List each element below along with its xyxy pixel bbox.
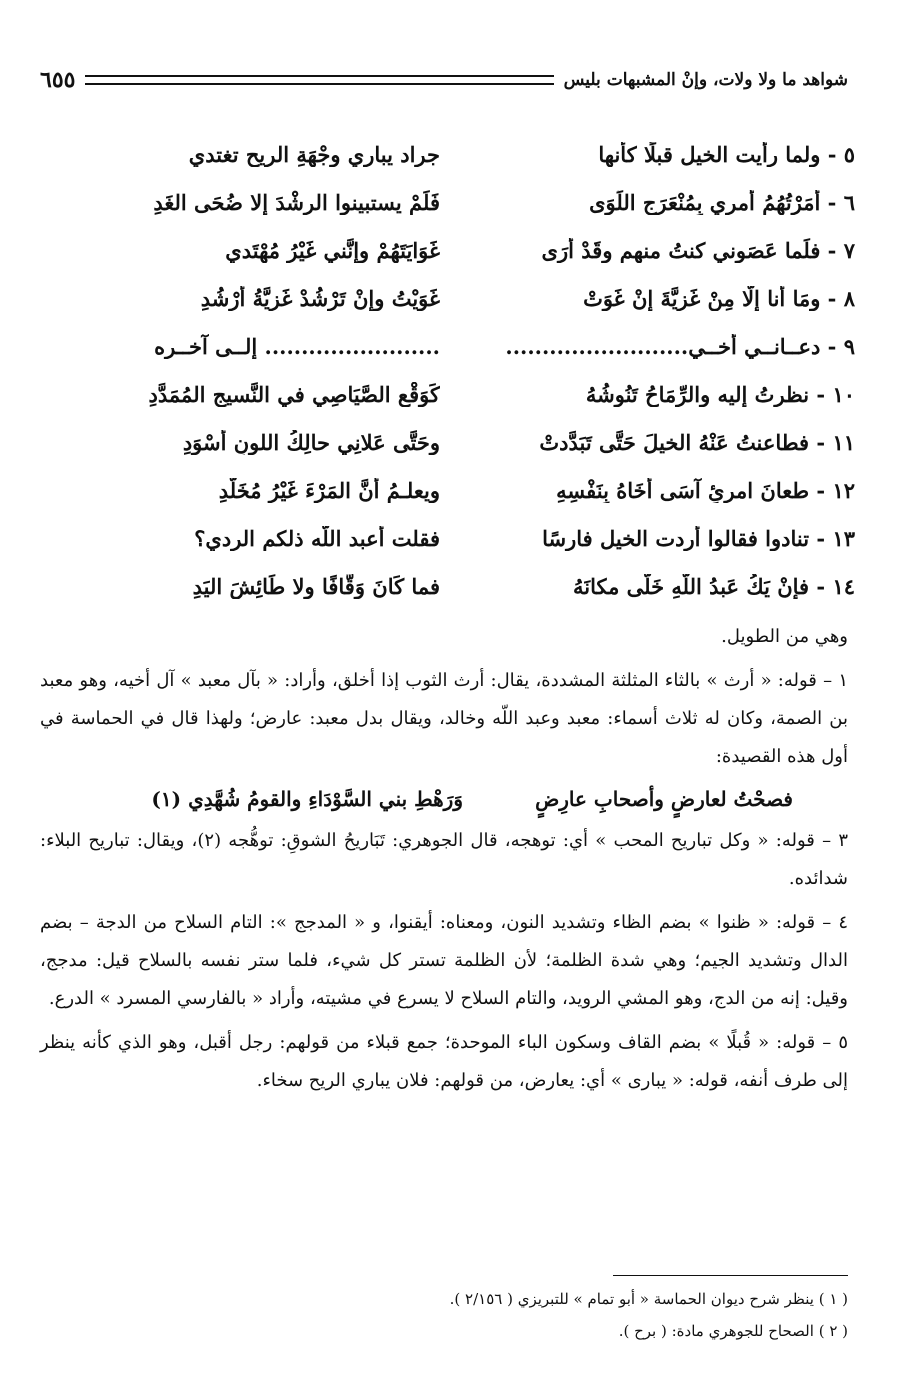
verse-line [40, 514, 855, 562]
meter-note: وهي من الطويل. [721, 626, 848, 647]
verse-second-hemistich: فَلَمْ يستبينوا الرشْدَ إلا ضُحَى الغَدِ [153, 189, 440, 215]
verse-second-hemistich: ........................ إلــى آخــره [154, 333, 440, 359]
running-title: شواهد ما ولا ولات، وإنْ المشبهات بليس [563, 70, 848, 90]
verse-second-hemistich: غَوَايَتَهُمْ وإنَّني غَيْرُ مُهْتَدي [225, 237, 440, 263]
footnote: ( ١ ) ينظر شرح ديوان الحماسة « أبو تمام » للتبريزي ( ٢/١٥٦ ). [449, 1290, 848, 1308]
verse-second-hemistich: جراد يباري وِجْهَةِ الريح تغتدي [188, 141, 440, 167]
footnote: ( ٢ ) الصحاح للجوهري مادة: ( برح ). [618, 1322, 848, 1340]
verse-first-hemistich: ١٠ - نظرتُ إليه والرِّمَاحُ تَنُوشُهُ [585, 381, 855, 407]
quoted-verse [40, 776, 848, 822]
footnotes [88, 1283, 848, 1347]
verse-line [40, 322, 855, 370]
verse-second-hemistich: غَوَيْتُ وإنْ تَرْشُدْ غَزِيَّةُ أَرْشُدِ [200, 285, 440, 311]
verse-line [40, 418, 855, 466]
verse-line [40, 130, 855, 178]
header-rule [85, 75, 553, 85]
commentary-paragraph: ٣ – قوله: « وكل تباريح المحب » أي: توهجه، قال الجوهري: تَبَاريحُ الشوقِ: توهُّجه (٢)، ويقال: تباريح البلاء: شدائده. [40, 830, 848, 889]
verse-first-hemistich: ٧ - فلَما عَصَوني كنتُ منهم وقَدْ أرَى [541, 237, 855, 263]
verse-line [40, 178, 855, 226]
verse-line [40, 274, 855, 322]
verse-first-hemistich: ١١ - فطاعنتُ عَنْهُ الخيلَ حَتَّى تَبَدَّدتْ [539, 429, 855, 455]
commentary [40, 618, 848, 1100]
footnote-separator [613, 1275, 848, 1276]
verse-second-hemistich: فما كَانَ وَقَّافًا ولا طَائِشَ اليَدِ [192, 573, 440, 599]
poem-block [40, 130, 855, 610]
verse-first-hemistich: ٨ - ومَا أنا إلَّا مِنْ غَزِيَّةَ إنْ غَوَتْ [583, 285, 855, 311]
verse-line [40, 370, 855, 418]
page-number: ٦٥٥ [40, 67, 76, 93]
verse-line [40, 466, 855, 514]
commentary-paragraph: ٥ – قوله: « قُبلًا » بضم القاف وسكون الباء الموحدة؛ جمع قبلاء من قولهم: رجل أقبل، وهو الذي كأنه ينظر إلى طرف أنفه، قوله: « يبارى » أي: يعارض، من قولهم: فلان يباري الريح سخاء. [40, 1032, 848, 1091]
verse-line [40, 226, 855, 274]
quoted-verse-second-hemistich: وَرَهْطِ بني السَّوْدَاءِ والقومُ شُهَّدِي (١) [151, 787, 463, 811]
verse-first-hemistich: ١٣ - تنادوا فقالوا أردت الخيل فارسًا [542, 525, 855, 551]
verse-first-hemistich: ١٤ - فإنْ يَكُ عَبدُ اللّهِ خَلَّى مكانَهُ [573, 573, 855, 599]
verse-second-hemistich: فقلت أعبد اللّه ذلكم الردي؟ [194, 525, 440, 551]
verse-first-hemistich: ٩ - دعــانــي أخــي......................... [505, 333, 855, 359]
verse-second-hemistich: ويعلـمُ أنَّ المَرْءَ غَيْرُ مُخَلَّدِ [218, 477, 440, 503]
quoted-verse-first-hemistich: فصحْتُ لعارضٍ وأصحابِ عارِضٍ [535, 787, 793, 811]
running-header [40, 62, 848, 98]
verse-second-hemistich: كَوَقْعِ الصَّيَاصِي في النَّسيجِ المُمَدَّدِ [148, 381, 440, 407]
verse-first-hemistich: ٥ - ولما رأيت الخيل قبلًا كأنها [598, 141, 855, 167]
verse-line [40, 562, 855, 610]
commentary-paragraph: ٤ – قوله: « ظنوا » بضم الظاء وتشديد النون، ومعناه: أيقنوا، و « المدجج »: التام السلاح من الدجة – بضم الدال وتشديد الجيم؛ وهي شدة الظلمة؛ لأن الظلمة تستر كل شيء، فلما ستر نفسه بالسلاح قيل: مدجج، وقيل: إنه من الدج، وهو المشي الرويد، والتام السلاح لا يسرع في مشيته، وأراد « بالفارسي المسرد » الدرع. [40, 912, 848, 1009]
verse-first-hemistich: ١٢ - طعانَ امرئٍ آسَى أخَاهُ بِنَفْسِهِ [556, 477, 855, 503]
verse-second-hemistich: وحَتَّى عَلانِي حالِكُ اللونِ أسْوَدِ [182, 429, 440, 455]
verse-first-hemistich: ٦ - أَمَرْتُهُمُ أمري بِمُنْعَرَجِ اللِّوَى [589, 189, 855, 215]
commentary-paragraph: ١ – قوله: « أرث » بالثاء المثلثة المشددة، يقال: أرث الثوب إذا أخلق، وأراد: « بآل معبد » آل أخيه، وهو معبد بن الصمة، وكان له ثلاث أسماء: معبد وعبد اللّه وخالد، ويقال بدل معبد: عارض؛ ولهذا قال في الحماسة في أول هذه القصيدة: [40, 670, 848, 767]
